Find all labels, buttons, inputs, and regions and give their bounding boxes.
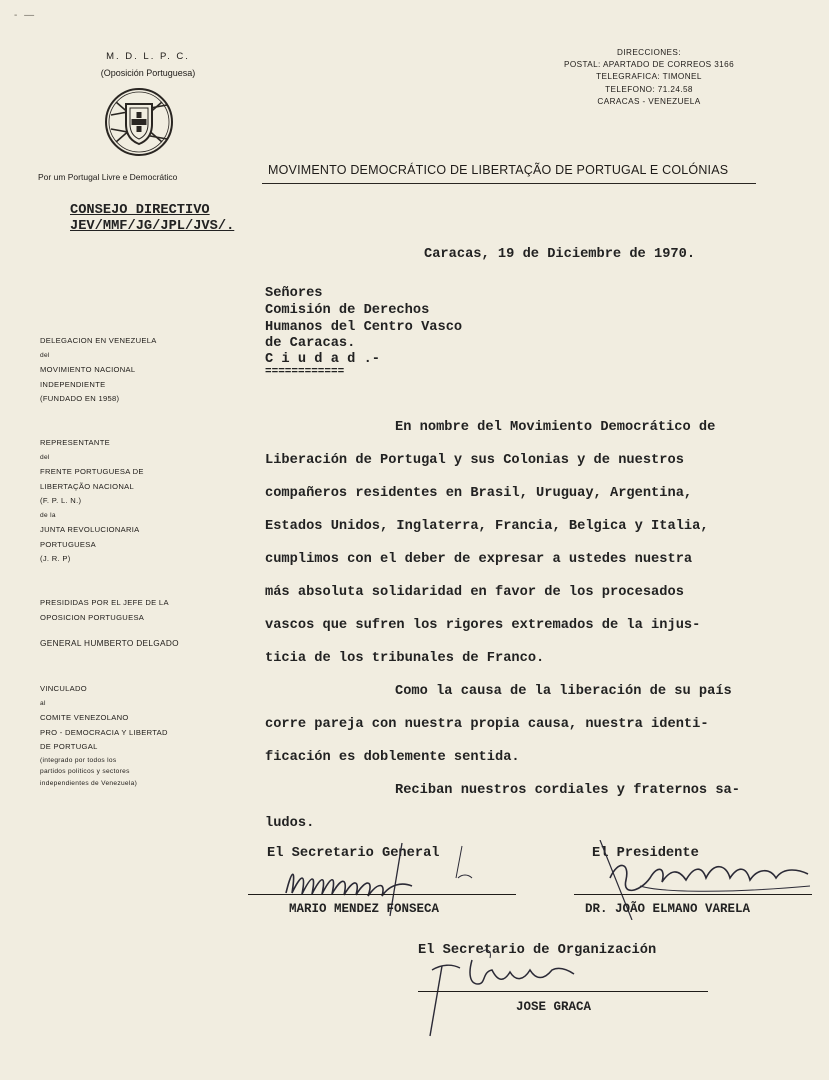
addresses-block [530,47,768,108]
title-underline [262,183,756,184]
linked-line: (integrado por todos los [40,756,117,764]
linked-line: al [40,699,46,707]
body-line: Reciban nuestros cordiales y fraternos sa- [395,783,740,798]
body-line: ficación es doblemente sentida. [265,750,520,765]
body-line: En nombre del Movimiento Democrático de [395,420,716,435]
recipient-line: Comisión de Derechos [265,303,430,318]
presided-line: OPOSICION PORTUGUESA [40,612,145,622]
recipient-line: Humanos del Centro Vasco [265,320,463,335]
presided-block [40,596,240,625]
org-secretary-signature-icon [412,940,592,1040]
representative-line: (F. P. L. N.) [40,496,82,505]
general-name: GENERAL HUMBERTO DELGADO [40,638,179,648]
linked-line: PRO - DEMOCRACIA Y LIBERTAD [40,727,168,737]
linked-block [40,682,240,789]
portuguese-shield-emblem-icon [104,87,174,157]
representative-line: PORTUGUESA [40,539,97,549]
recipient-line: Señores [265,286,323,301]
secretary-general-name: MARIO MENDEZ FONSECA [289,902,440,916]
org-secretary-title: El Secretario de Organización [418,943,657,958]
corner-mark: - — [14,10,37,21]
org-secretary-name: JOSE GRACA [516,1000,592,1014]
delegation-line: MOVIMIENTO NACIONAL [40,365,136,374]
body-line: ludos. [265,816,315,831]
postal-address: POSTAL: APARTADO DE CORREOS 3166 [563,60,735,70]
representative-line: de la [40,511,56,519]
body-line: Como la causa de la liberación de su país [395,684,732,699]
delegation-line: INDEPENDIENTE [40,379,106,389]
organization-title: MOVIMENTO DEMOCRÁTICO DE LIBERTAÇÃO DE PORTUGAL E COLÓNIAS [268,163,729,177]
presided-line: PRESIDIDAS POR EL JEFE DE LA [40,598,169,607]
recipient-rule: ============ [265,366,345,378]
motto: Por um Portugal Livre e Democrático [38,172,178,182]
signature-line [248,894,516,895]
representative-block [40,436,240,567]
body-line: más absoluta solidaridad en favor de los procesados [265,585,684,600]
recipient-line: C i u d a d .- [265,352,380,367]
president-name: DR. JOÃO ELMANO VARELA [585,902,751,916]
dateline: Caracas, 19 de Diciembre de 1970. [424,247,696,262]
letter-body [265,411,740,840]
linked-line: independientes de Venezuela) [40,779,138,787]
addresses-heading: DIRECCIONES: [617,48,681,57]
body-line: vascos que sufren los rigores extremados de la injus- [265,618,701,633]
secretary-general-title: El Secretario General [267,846,440,861]
telegraphic-address: TELEGRAFICA: TIMONEL [596,72,702,82]
telephone: TELEFONO: 71.24.58 [605,84,693,94]
org-abbreviation: M. D. L. P. C. [106,51,190,62]
president-title: El Presidente [592,846,699,861]
linked-note [40,755,240,790]
delegation-line: del [40,351,50,359]
body-line: corre pareja con nuestra propia causa, nuestra identi- [265,717,709,732]
representative-line: FRENTE PORTUGUESA DE [40,467,144,476]
representative-line: REPRESENTANTE [40,438,111,447]
body-line: Liberación de Portugal y sus Colonias y de nuestros [265,453,684,468]
body-line: Estados Unidos, Inglaterra, Francia, Belgica y Italia, [265,519,709,534]
signature-line [418,991,708,992]
org-subtitle: (Oposición Portuguesa) [100,68,196,78]
linked-line: VINCULADO [40,684,88,693]
body-line: compañeros residentes en Brasil, Uruguay, Argentina, [265,486,693,501]
delegation-line: (FUNDADO EN 1958) [40,394,120,403]
linked-line: COMITE VENEZOLANO [40,713,129,722]
representative-line: JUNTA REVOLUCIONARIA [40,525,140,534]
recipient-line: de Caracas. [265,336,356,351]
representative-line: del [40,453,50,461]
reference-code: JEV/MMF/JG/JPL/JVS/. [70,219,235,234]
representative-line: (J. R. P) [40,554,71,563]
linked-line: partidos politicos y sectores [40,768,130,776]
city: CARACAS - VENEZUELA [597,96,701,106]
delegation-line: DELEGACION EN VENEZUELA [40,336,157,345]
delegation-block [40,334,240,407]
representative-line: LIBERTAÇÃO NACIONAL [40,481,135,491]
signature-line [574,894,812,895]
body-line: cumplimos con el deber de expresar a ustedes nuestra [265,552,693,567]
body-line: ticia de los tribunales de Franco. [265,651,545,666]
council-heading: CONSEJO DIRECTIVO [70,203,210,218]
linked-line: DE PORTUGAL [40,742,98,751]
